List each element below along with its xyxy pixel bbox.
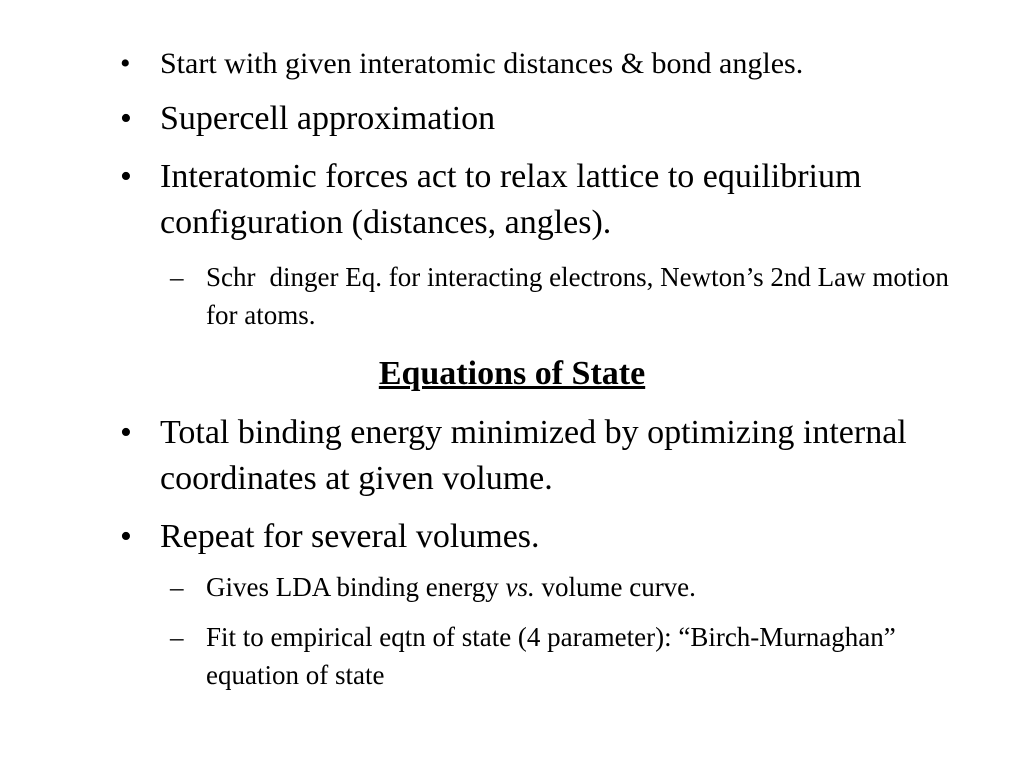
bullet-text: Start with given interatomic distances & bond angles.	[160, 47, 804, 80]
sub-schrodinger	[170, 258, 986, 334]
sub-text	[206, 568, 986, 606]
bullet-text: Repeat for several volumes.	[160, 518, 540, 555]
dash-marker: –	[170, 262, 184, 292]
bullet-marker: •	[120, 518, 132, 555]
sub-text-after: volume curve.	[534, 572, 696, 602]
sub-text-before: Gives LDA binding energy	[206, 572, 506, 602]
section-heading: Equations of State	[378, 355, 646, 392]
bullet-text: Supercell approximation	[160, 100, 496, 137]
bullet-interatomic-forces	[120, 154, 960, 246]
sub-text-suffix: dinger Eq. for interacting electrons, Newton’s 2nd Law motion for atoms.	[206, 262, 949, 330]
dash-marker: –	[170, 622, 184, 652]
bullet-marker: •	[120, 47, 131, 80]
sub-text	[206, 258, 986, 334]
dash-marker: –	[170, 572, 184, 602]
bullet-total-binding-energy	[120, 410, 960, 502]
bullet-marker: •	[120, 158, 132, 195]
sub-text-italic: vs.	[505, 572, 535, 602]
bullet-text: Total binding energy minimized by optimizing internal coordinates at given volume.	[160, 414, 907, 497]
bullet-start-with-distances	[120, 46, 960, 82]
sub-lda-curve	[170, 568, 986, 606]
sub-text: Fit to empirical eqtn of state (4 parameter): “Birch-Murnaghan” equation of state	[206, 622, 896, 690]
bullet-repeat-volumes	[120, 514, 960, 560]
bullet-marker: •	[120, 100, 132, 137]
bullet-supercell	[120, 96, 960, 142]
sub-birch-murnaghan	[170, 618, 986, 694]
sub-text-prefix: Schr	[206, 262, 256, 292]
bullet-text: Interatomic forces act to relax lattice to equilibrium configuration (distances, angles).	[160, 158, 862, 241]
bullet-marker: •	[120, 414, 132, 451]
